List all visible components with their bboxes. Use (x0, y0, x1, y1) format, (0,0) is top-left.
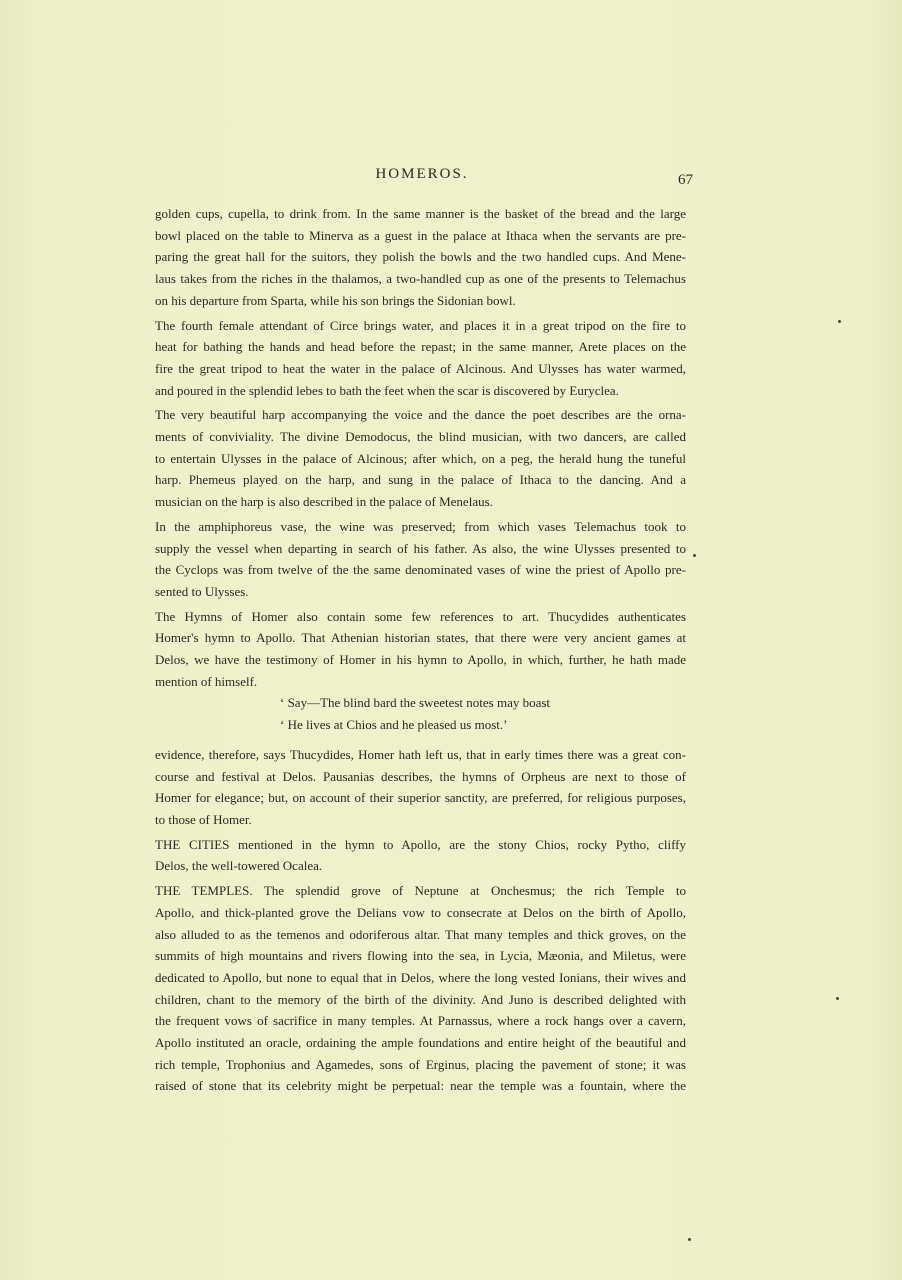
text-line: The Hymns of Homer also contain some few references to art. Thucydides authenticates (155, 608, 686, 624)
text-line: on his departure from Sparta, while his son brings the Sidonian bowl. (155, 292, 516, 308)
paper-speck (838, 320, 841, 323)
text-line: musician on the harp is also described in the palace of Menelaus. (155, 494, 493, 510)
text-line: summits of high mountains and rivers flowing into the sea, in Lycia, Mæonia, and Miletus, were (155, 948, 686, 964)
text-line: paring the great hall for the suitors, they polish the bowls and the two handled cups. And Mene- (155, 249, 686, 265)
text-line: Apollo instituted an oracle, ordaining the ample foundations and entire height of the beautiful and (155, 1035, 686, 1051)
text-line: dedicated to Apollo, but none to equal that in Delos, where the long vested Ionians, their wives and (155, 969, 686, 985)
paragraph-evidence (155, 744, 686, 831)
text-line: rich temple, Trophonius and Agamedes, sons of Erginus, placing the pavement of stone; it was (155, 1056, 686, 1072)
text-line: also alluded to as the temenos and odoriferous altar. That many temples and thick groves, on the (155, 926, 686, 942)
paragraph-harp (155, 404, 686, 513)
text-line: Delos, we have the testimony of Homer in his hymn to Apollo, in which, further, he hath made (155, 652, 686, 668)
paper-speck (688, 1238, 691, 1241)
paragraph-tripod (155, 315, 686, 402)
page-number: 67 (678, 172, 693, 188)
verse-line: ‘ Say—The blind bard the sweetest notes may boast (280, 695, 551, 711)
text-line: to those of Homer. (155, 811, 252, 827)
running-head: HOMEROS. (375, 166, 469, 182)
verse-quotation (280, 692, 686, 735)
text-line: the Cyclops was from twelve of the the same denominated vases of wine the priest of Apollo pre- (155, 562, 686, 578)
body-text (155, 203, 686, 1097)
paper-speck (693, 554, 696, 557)
text-line: Homer for elegance; but, on account of their superior sanctity, are preferred, for religious purposes, (155, 790, 686, 806)
text-line: In the amphiphoreus vase, the wine was preserved; from which vases Telemachus took to (155, 518, 686, 534)
text-line: THE CITIES mentioned in the hymn to Apollo, are the stony Chios, rocky Pytho, cliffy (155, 836, 686, 852)
text-line: THE TEMPLES. The splendid grove of Neptune at Onchesmus; the rich Temple to (155, 883, 686, 899)
text-line: heat for bathing the hands and head before the repast; in the same manner, Arete places on the (155, 339, 686, 355)
text-line: The very beautiful harp accompanying the voice and the dance the poet describes are the orna- (155, 407, 686, 423)
text-line: The fourth female attendant of Circe brings water, and places it in a great tripod on the fire to (155, 317, 686, 333)
text-line: ments of conviviality. The divine Demodocus, the blind musician, with two dancers, are called (155, 429, 686, 445)
text-line: golden cups, cupella, to drink from. In the same manner is the basket of the bread and the large (155, 206, 686, 221)
paper-speck (836, 997, 839, 1000)
text-line: supply the vessel when departing in search of his father. As also, the wine Ulysses presented to (155, 540, 686, 556)
verse-line: ‘ He lives at Chios and he pleased us most.’ (280, 717, 508, 733)
text-line: fire the great tripod to heat the water in the palace of Alcinous. And Ulysses has water warmed, (155, 360, 686, 376)
text-line: Homer's hymn to Apollo. That Athenian historian states, that there were very ancient games at (155, 630, 686, 646)
text-line: bowl placed on the table to Minerva as a guest in the palace at Ithaca when the servants are pre- (155, 227, 686, 243)
text-line: children, chant to the memory of the birth of the divinity. And Juno is described delighted with (155, 991, 686, 1007)
text-line: Delos, the well-towered Ocalea. (155, 858, 323, 874)
text-line: harp. Phemeus played on the harp, and sung in the palace of Ithaca to the dancing. And a (155, 472, 686, 488)
text-line: course and festival at Delos. Pausanias describes, the hymns of Orpheus are next to those of (155, 768, 686, 784)
text-line: and poured in the splendid lebes to bath the feet when the scar is discovered by Euryclea. (155, 382, 619, 398)
paragraph-temples (155, 880, 686, 1097)
text-line: mention of himself. (155, 673, 258, 689)
text-line: laus takes from the riches in the thalamos, a two-handled cup as one of the presents to Telemachus (155, 271, 686, 287)
paragraph-cities (155, 834, 686, 877)
paragraph-cups (155, 203, 686, 312)
text-line: to entertain Ulysses in the palace of Alcinous; after which, on a peg, the herald hung the tuneful (155, 450, 686, 466)
paragraph-amphiphoreus (155, 516, 686, 603)
text-line: Apollo, and thick-planted grove the Delians vow to consecrate at Delos on the birth of Apollo, (155, 904, 686, 920)
text-line: evidence, therefore, says Thucydides, Homer hath left us, that in early times there was a great con- (155, 746, 686, 762)
text-line: raised of stone that its celebrity might be perpetual: near the temple was a fountain, where the (155, 1078, 686, 1094)
text-line: sented to Ulysses. (155, 583, 249, 599)
text-line: the frequent vows of sacrifice in many temples. At Parnassus, where a rock hangs over a cavern, (155, 1013, 686, 1029)
paragraph-hymns (155, 606, 686, 693)
